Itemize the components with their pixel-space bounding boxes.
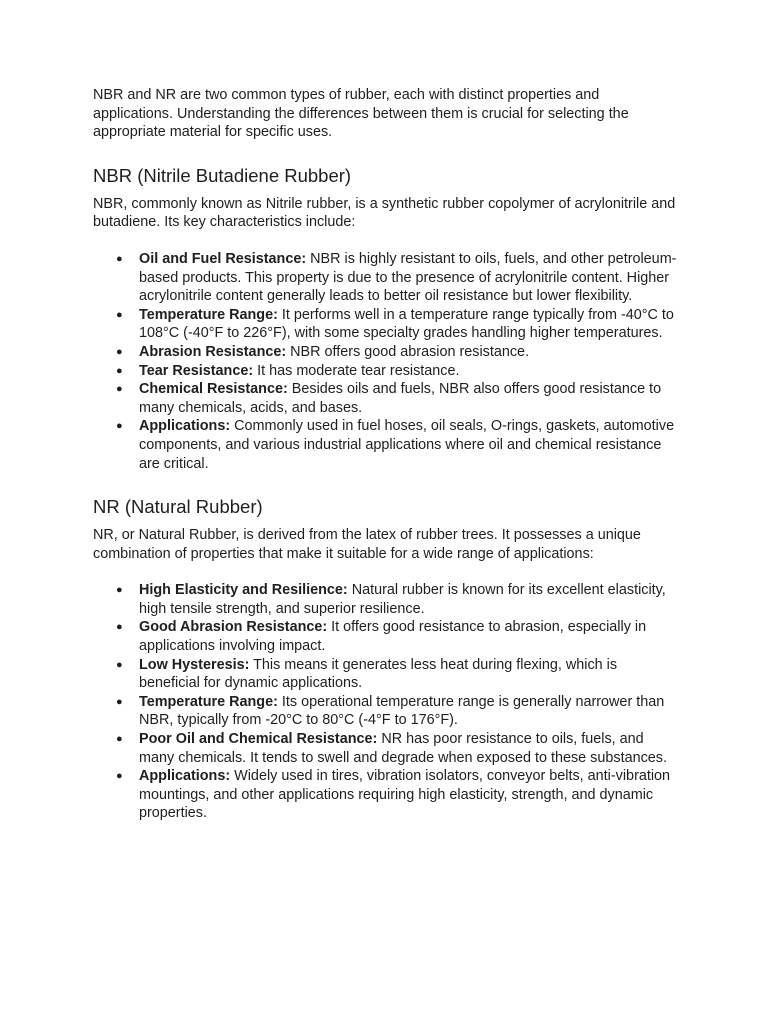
list-item [116, 730, 678, 767]
bullet-icon: ● [116, 584, 123, 597]
nr-lead-paragraph: NR, or Natural Rubber, is derived from the latex of rubber trees. It possesses a unique combination of properties that make it suitable for a wide range of applications: [93, 527, 641, 562]
list-item [116, 693, 678, 730]
list-item [116, 417, 678, 473]
list-item [116, 362, 678, 381]
list-item [116, 656, 678, 693]
bullet-icon: ● [116, 364, 123, 377]
item-text: Besides oils and fuels, NBR also offers good resistance to many chemicals, acids, and bases. [139, 381, 662, 416]
list-item [116, 618, 678, 655]
list-item [116, 380, 678, 417]
item-term: Abrasion Resistance: [139, 343, 287, 360]
item-term: Applications: [139, 768, 231, 785]
item-text: Natural rubber is known for its excellent elasticity, high tensile strength, and superior resilience. [139, 582, 666, 617]
item-term: Poor Oil and Chemical Resistance: [139, 731, 378, 748]
item-text: It offers good resistance to abrasion, especially in applications involving impact. [139, 619, 647, 655]
bullet-icon: ● [116, 345, 123, 358]
item-term: Low Hysteresis: [139, 656, 250, 673]
item-term: Tear Resistance: [139, 362, 254, 379]
item-term: Chemical Resistance: [139, 381, 288, 398]
item-text: It has moderate tear resistance. [253, 362, 460, 379]
item-term: Applications: [139, 418, 231, 435]
bullet-icon: ● [116, 420, 123, 433]
nbr-property-list [93, 250, 678, 473]
list-item [116, 767, 678, 823]
bullet-icon: ● [116, 621, 123, 634]
list-item [116, 306, 678, 343]
bullet-icon: ● [116, 383, 123, 396]
list-item [116, 250, 678, 306]
item-text: Commonly used in fuel hoses, oil seals, O-rings, gaskets, automotive components, and various industrial applications where oil and chemical resistance are critical. [139, 418, 675, 472]
intro-paragraph: NBR and NR are two common types of rubber, each with distinct properties and applications. Understanding the differences between them is crucial for selecting the appropriate material for specific uses. [93, 87, 629, 141]
item-text: It performs well in a temperature range typically from -40°C to 108°C (-40°F to 226°F), with some specialty grades handling higher temperatures. [139, 306, 674, 342]
nr-property-list [93, 581, 678, 823]
item-text: This means it generates less heat during flexing, which is beneficial for dynamic applications. [139, 656, 618, 692]
bullet-icon: ● [116, 733, 123, 746]
item-text: NBR offers good abrasion resistance. [286, 343, 530, 360]
nbr-lead-paragraph: NBR, commonly known as Nitrile rubber, is a synthetic rubber copolymer of acrylonitrile and butadiene. Its key characteristics include: [93, 195, 676, 231]
item-term: Temperature Range: [139, 693, 278, 710]
item-term: High Elasticity and Resilience: [139, 582, 348, 599]
bullet-icon: ● [116, 308, 123, 321]
item-term: Temperature Range: [139, 306, 278, 323]
bullet-icon: ● [116, 252, 123, 265]
list-item [116, 343, 678, 362]
nbr-heading: NBR (Nitrile Butadiene Rubber) [93, 164, 352, 186]
bullet-icon: ● [116, 770, 123, 783]
bullet-icon: ● [116, 695, 123, 708]
item-term: Oil and Fuel Resistance: [139, 250, 307, 267]
item-term: Good Abrasion Resistance: [139, 619, 328, 636]
list-item [116, 581, 678, 618]
item-text: NBR is highly resistant to oils, fuels, and other petroleum-based products. This property is due to the presence of acrylonitrile content. Higher acrylonitrile content generally leads to better oil resistance but lower flexibility. [139, 250, 677, 305]
item-text: NR has poor resistance to oils, fuels, and many chemicals. It tends to swell and degrade when exposed to these substances. [139, 731, 667, 766]
bullet-icon: ● [116, 658, 123, 671]
item-text: Its operational temperature range is generally narrower than NBR, typically from -20°C to 80°C (-4°F to 176°F). [139, 693, 665, 729]
item-text: Widely used in tires, vibration isolators, conveyor belts, anti-vibration mountings, and other applications requiring high elasticity, strength, and dynamic properties. [139, 768, 671, 822]
nr-heading: NR (Natural Rubber) [93, 496, 263, 518]
